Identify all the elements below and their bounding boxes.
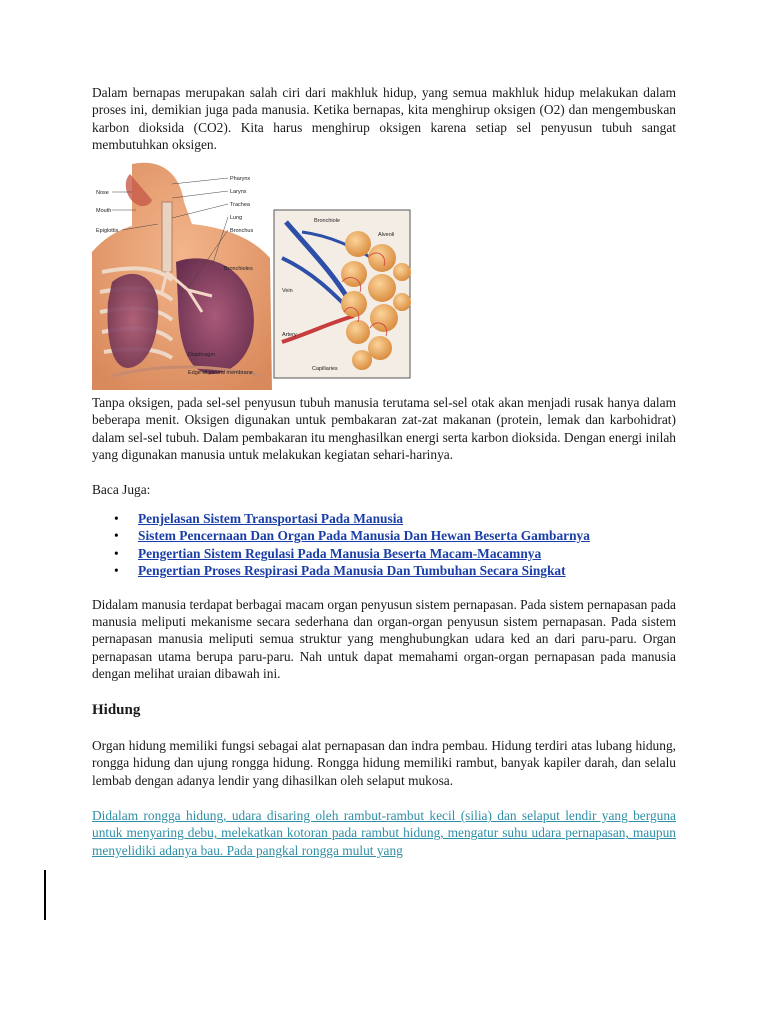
paragraph-organs: Didalam manusia terdapat berbagai macam organ penyusun sistem pernapasan. Pada sistem pernapasan pada manusia meliputi mekanisme secara sederhana dan organ-organ penyusun sistem pernapasan. Pada sistem pernapasan manusia meliputi semua struktur yang menghubungkan udara ked an dari paru-paru. Organ pernapasan utama berupa paru-paru. Nah untuk dapat memahami organ-organ pernapasan pada manusia dengan melihat uraian dibawah ini. xyxy=(92,596,676,682)
link-sistem-transportasi[interactable]: Penjelasan Sistem Transportasi Pada Manusia xyxy=(138,511,404,527)
label-alveoli: Alveoli xyxy=(378,232,395,238)
label-bronchus: Bronchus xyxy=(230,228,254,234)
label-larynx: Larynx xyxy=(230,189,247,195)
alveoli-inset-illustration xyxy=(274,210,411,378)
related-link-item xyxy=(92,545,676,562)
related-links-list xyxy=(92,510,676,580)
respiratory-system-figure xyxy=(92,162,676,390)
label-trachea: Trachea xyxy=(230,202,250,208)
related-link-item xyxy=(92,510,676,527)
bullet-icon: • xyxy=(114,563,119,579)
label-pharynx: Pharynx xyxy=(230,176,251,182)
respiratory-illustration xyxy=(92,162,676,390)
label-artery: Artery xyxy=(282,332,297,338)
label-pleural-edge: Edge of pleural membrane xyxy=(188,370,253,376)
label-bronchioles: Bronchioles xyxy=(224,266,253,272)
link-proses-respirasi[interactable]: Pengertian Proses Respirasi Pada Manusia Dan Tumbuhan Secara Singkat xyxy=(138,563,566,579)
paragraph-hidung: Organ hidung memiliki fungsi sebagai alat pernapasan dan indra pembau. Hidung terdiri atas lubang hidung, rongga hidung dan ujung rongga hidung. Rongga hidung memiliki rambut, banyak kapiler darah, dan selalu lembab dengan adanya lendir yang dihasilkan oleh selaput mukosa. xyxy=(92,737,676,788)
link-sistem-regulasi[interactable]: Pengertian Sistem Regulasi Pada Manusia Beserta Macam-Macamnya xyxy=(138,545,542,561)
related-link-item xyxy=(92,527,676,544)
label-vein: Vein xyxy=(282,288,293,294)
label-bronchiole: Bronchiole xyxy=(314,218,340,224)
heading-hidung: Hidung xyxy=(92,701,141,718)
baca-juga-label: Baca Juga: xyxy=(92,481,151,497)
revision-bar xyxy=(44,870,46,920)
bullet-icon: • xyxy=(114,528,119,544)
label-lung: Lung xyxy=(230,215,243,221)
label-epiglottis: Epiglottis xyxy=(96,228,119,234)
label-mouth: Mouth xyxy=(96,208,112,214)
document-page xyxy=(92,84,676,859)
bullet-icon: • xyxy=(114,511,119,527)
link-sistem-pencernaan[interactable]: Sistem Pencernaan Dan Organ Pada Manusia Dan Hewan Beserta Gambarnya xyxy=(138,528,590,544)
label-diaphragm: Diaphragm xyxy=(188,352,215,358)
label-capillaries: Capillaries xyxy=(312,366,338,372)
related-link-item xyxy=(92,562,676,579)
paragraph-oxygen: Tanpa oksigen, pada sel-sel penyusun tubuh manusia terutama sel-sel otak akan menjadi rusak hanya dalam beberapa menit. Oksigen digunakan untuk pembakaran zat-zat makanan (protein, lemak dan karbohidrat) dalam sel-sel tubuh. Dalam pembakaran itu menghasilkan energi serta karbon dioksida. Dengan energi inilah yang digunakan manusia untuk melakukan kegiatan sehari-harinya. xyxy=(92,395,676,463)
paragraph-hidung-detail-link[interactable]: Didalam rongga hidung, udara disaring oleh rambut-rambut kecil (silia) dan selaput lendir yang berguna untuk menyaring debu, melekatkan kotoran pada rambut hidung, mengatur suhu udara pernapasan, maupun menyelidiki adanya bau. Pada pangkal rongga mulut yang xyxy=(92,807,676,858)
paragraph-intro: Dalam bernapas merupakan salah ciri dari makhluk hidup, yang semua makhluk hidup melakukan dalam proses ini, demikian juga pada manusia. Ketika bernapas, kita menghirup oksigen (O2) dan mengembuskan karbon dioksida (CO2). Kita harus menghirup oksigen karena setiap sel penyusun tubuh sangat membutuhkan oksigen. xyxy=(92,85,676,153)
label-nose: Nose xyxy=(96,190,109,196)
bullet-icon: • xyxy=(114,545,119,561)
